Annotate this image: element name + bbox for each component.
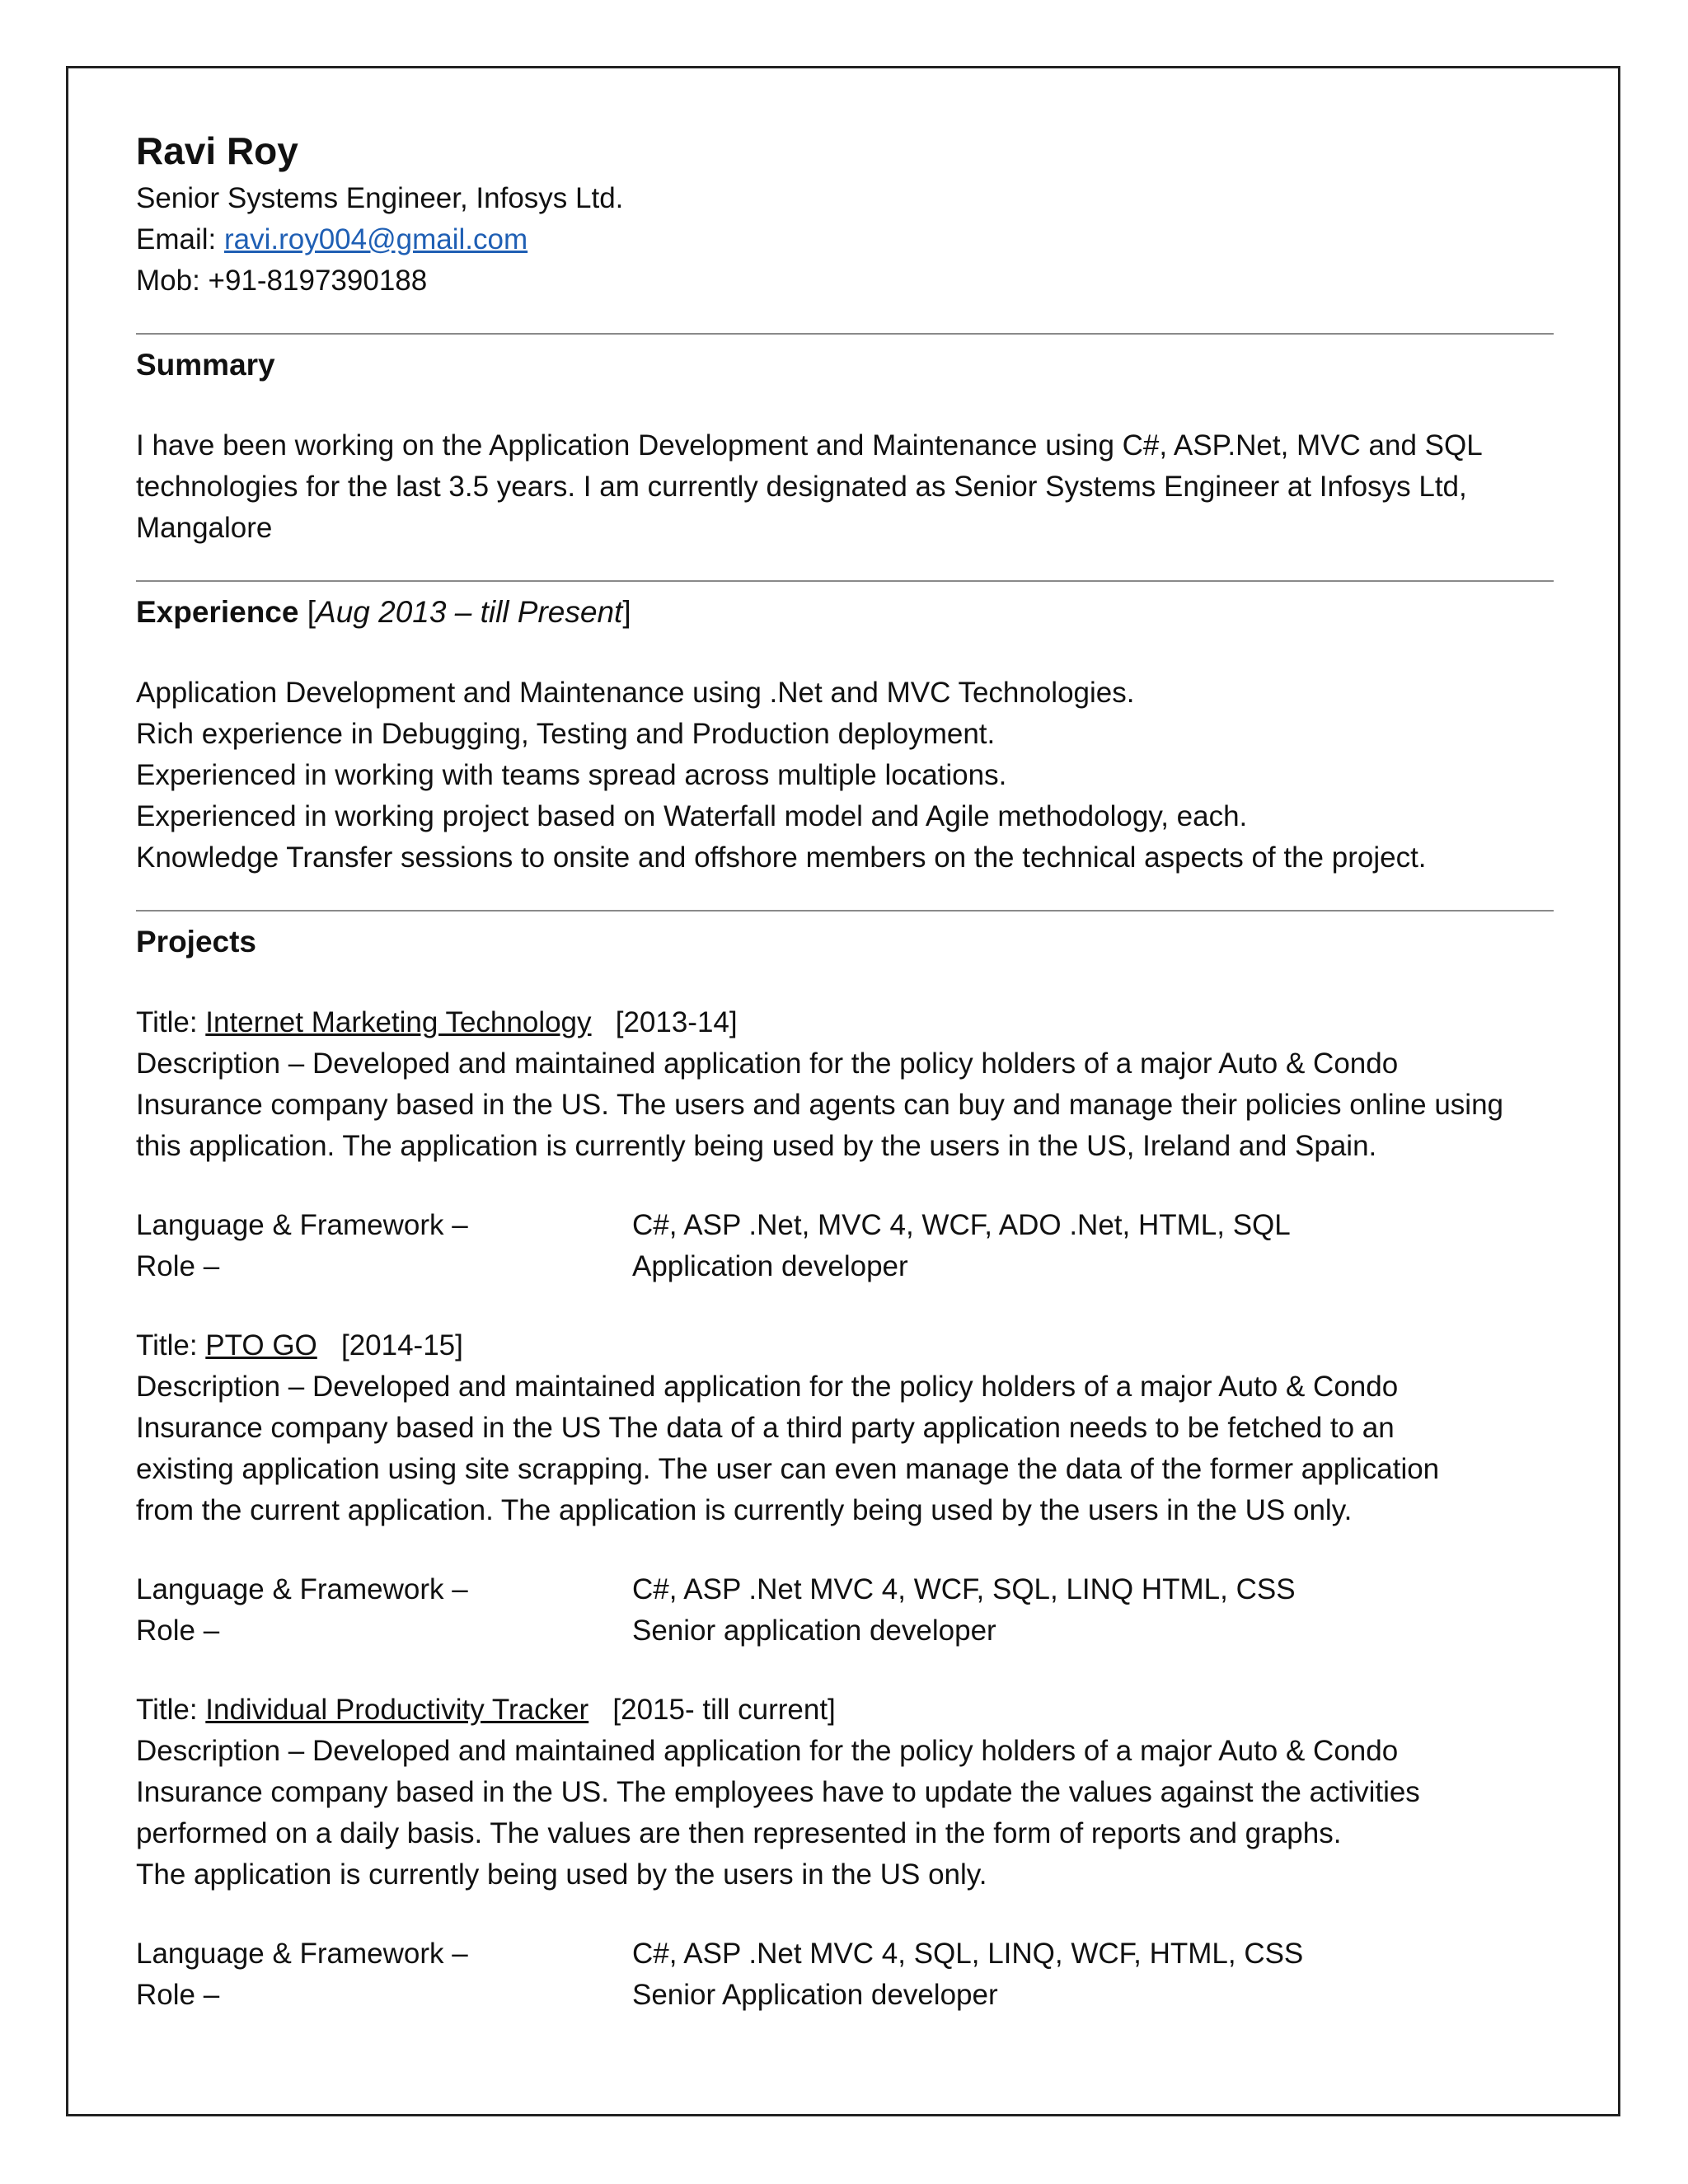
summary-text — [136, 425, 1554, 549]
section-divider — [136, 580, 1554, 582]
project-framework-row — [136, 1205, 1554, 1246]
framework-label: Language & Framework – — [136, 1938, 468, 1970]
project-description-line: Description – Developed and maintained application for the policy holders of a major Auto & Condo — [136, 1371, 1399, 1403]
project-years: [2014-15] — [340, 1329, 463, 1361]
project-title-line: Title: Internet Marketing Technology [2013-14] — [136, 1006, 738, 1038]
project-framework-row — [136, 1569, 1554, 1610]
email-label: Email: — [136, 223, 224, 255]
project-description-line: Insurance company based in the US The data of a third party application needs to be fetched to an — [136, 1412, 1395, 1444]
experience-item: Application Development and Maintenance using .Net and MVC Technologies. — [136, 677, 1135, 709]
resume-content — [136, 124, 1554, 2016]
project-entry — [136, 1002, 1554, 1287]
project-title: Internet Marketing Technology — [205, 1006, 592, 1038]
experience-item: Experienced in working with teams spread across multiple locations. — [136, 759, 1007, 791]
role-value: Application developer — [632, 1250, 908, 1282]
project-role-row — [136, 1610, 1554, 1652]
email-link[interactable]: ravi.roy004@gmail.com — [223, 223, 528, 255]
email-line — [136, 219, 1554, 260]
framework-label: Language & Framework – — [136, 1209, 468, 1241]
summary-line: technologies for the last 3.5 years. I am currently designated as Senior Systems Engineer at Infosys Ltd, — [136, 471, 1467, 503]
summary-line: Mangalore — [136, 512, 273, 544]
role-value: Senior application developer — [632, 1615, 996, 1647]
experience-item: Experienced in working project based on Waterfall model and Agile methodology, each. — [136, 800, 1248, 832]
framework-label: Language & Framework – — [136, 1573, 468, 1605]
project-description-line: Insurance company based in the US. The users and agents can buy and manage their policies online using — [136, 1089, 1504, 1121]
framework-value: C#, ASP .Net MVC 4, SQL, LINQ, WCF, HTML, CSS — [632, 1938, 1304, 1970]
project-entry — [136, 1325, 1554, 1652]
project-description-line: Description – Developed and maintained application for the policy holders of a major Auto & Condo — [136, 1047, 1399, 1080]
project-description-line: Insurance company based in the US. The employees have to update the values against the activities — [136, 1776, 1420, 1808]
experience-list — [136, 673, 1554, 879]
project-role-row — [136, 1246, 1554, 1287]
project-framework-row — [136, 1933, 1554, 1975]
project-years: [2015- till current] — [612, 1694, 836, 1726]
projects-heading: Projects — [136, 925, 257, 958]
project-title-line: Title: PTO GO [2014-15] — [136, 1329, 463, 1361]
mobile-line: Mob: +91-8197390188 — [136, 265, 428, 297]
summary-heading: Summary — [136, 348, 275, 382]
framework-value: C#, ASP .Net MVC 4, WCF, SQL, LINQ HTML, CSS — [632, 1573, 1296, 1605]
project-title-line: Title: Individual Productivity Tracker [2015- till current] — [136, 1694, 836, 1726]
experience-item: Knowledge Transfer sessions to onsite and offshore members on the technical aspects of the project. — [136, 841, 1427, 874]
experience-heading — [136, 590, 1554, 635]
experience-item: Rich experience in Debugging, Testing and Production deployment. — [136, 718, 996, 750]
candidate-designation: Senior Systems Engineer, Infosys Ltd. — [136, 182, 624, 214]
project-description-line: from the current application. The application is currently being used by the users in the US only. — [136, 1494, 1353, 1526]
role-label: Role – — [136, 1250, 220, 1282]
experience-title: Experience — [136, 595, 299, 629]
project-years: [2013-14] — [615, 1006, 738, 1038]
experience-period: [Aug 2013 – till Present] — [298, 595, 631, 629]
role-value: Senior Application developer — [632, 1979, 998, 2011]
framework-value: C#, ASP .Net, MVC 4, WCF, ADO .Net, HTML, SQL — [632, 1209, 1291, 1241]
project-description-line: The application is currently being used by the users in the US only. — [136, 1858, 987, 1891]
role-label: Role – — [136, 1979, 220, 2011]
project-entry — [136, 1690, 1554, 2016]
summary-line: I have been working on the Application Development and Maintenance using C#, ASP.Net, MVC and SQL — [136, 429, 1483, 462]
project-title: PTO GO — [205, 1329, 317, 1361]
section-divider — [136, 333, 1554, 335]
project-description-line: Description – Developed and maintained application for the policy holders of a major Auto & Condo — [136, 1735, 1399, 1767]
project-description-line: this application. The application is currently being used by the users in the US, Ireland and Spain. — [136, 1130, 1377, 1162]
project-role-row — [136, 1975, 1554, 2016]
project-description-line: performed on a daily basis. The values are then represented in the form of reports and graphs. — [136, 1817, 1342, 1849]
candidate-name: Ravi Roy — [136, 129, 298, 172]
section-divider — [136, 910, 1554, 912]
role-label: Role – — [136, 1615, 220, 1647]
project-title: Individual Productivity Tracker — [205, 1694, 589, 1726]
project-description-line: existing application using site scrapping. The user can even manage the data of the former application — [136, 1453, 1440, 1485]
